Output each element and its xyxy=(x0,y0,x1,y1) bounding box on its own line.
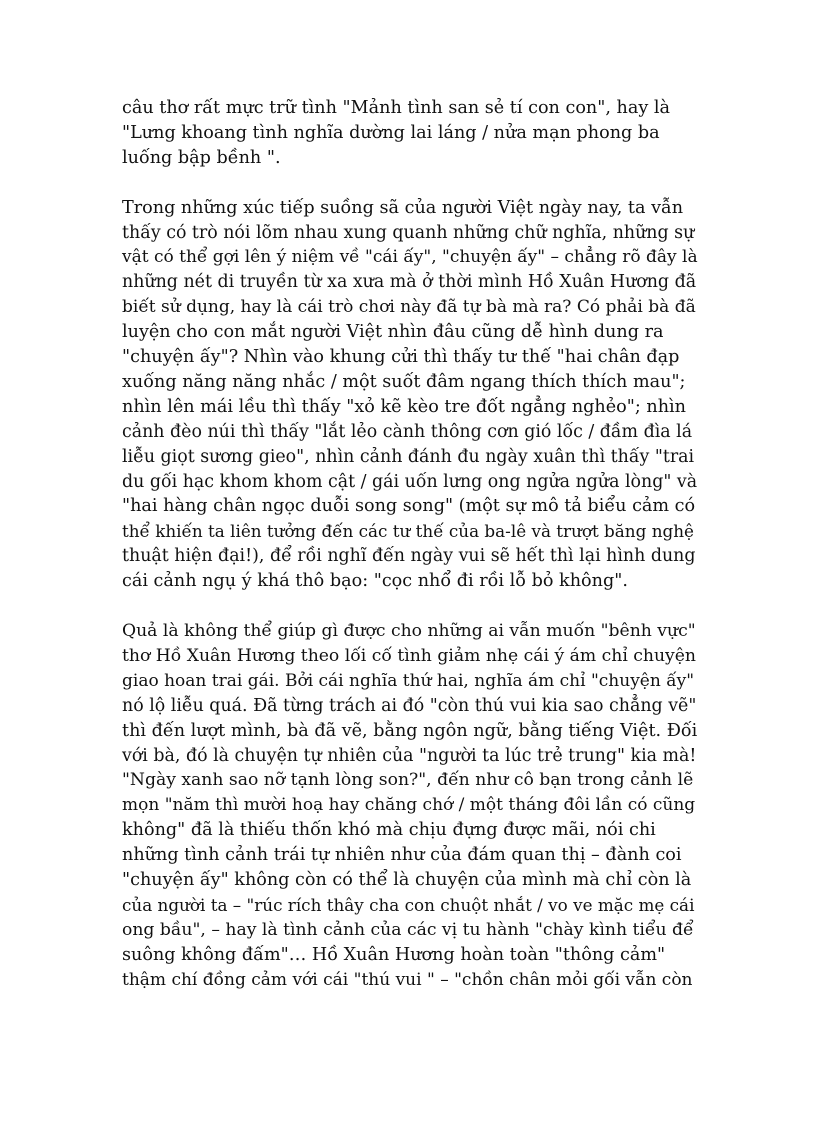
text-line: luyện cho con mắt người Việt nhìn đâu cũng dễ hình dung ra xyxy=(122,322,664,343)
text-line: của người ta – "rúc rích thây cha con chuột nhắt / vo ve mặc mẹ cái xyxy=(122,894,695,915)
text-line: "hai hàng chân ngọc duỗi song song" (một sự mô tả biểu cảm có xyxy=(122,496,696,517)
text-line: không" đã là thiếu thốn khó mà chịu đựng được mãi, nói chi xyxy=(122,820,656,841)
text-line: "Ngày xanh sao nỡ tạnh lòng son?", đến như cô bạn trong cảnh lẽ xyxy=(122,770,694,791)
paragraph-spacer xyxy=(122,594,698,619)
text-line: vật có thể gợi lên ý niệm về "cái ấy", "chuyện ấy" – chẳng rõ đây là xyxy=(122,247,698,268)
text-line: những nét di truyền từ xa xưa mà ở thời mình Hồ Xuân Hương đã xyxy=(122,272,697,293)
text-line: câu thơ rất mực trữ tình "Mảnh tình san sẻ tí con con", hay là xyxy=(122,98,670,118)
text-line: biết sử dụng, hay là cái trò chơi này đã tự bà mà ra? Có phải bà đã xyxy=(122,297,696,318)
text-line: "chuyện ấy" không còn có thể là chuyện của mình mà chỉ còn là xyxy=(122,870,692,891)
text-line: nhìn lên mái lều thì thấy "xỏ kẽ kèo tre đốt ngẳng nghẻo"; nhìn xyxy=(122,396,687,417)
text-line: giao hoan trai gái. Bởi cái nghĩa thứ hai, nghĩa ám chỉ "chuyện ấy" xyxy=(122,670,695,691)
text-line: thuật hiện đại!), để rồi nghĩ đến ngày vui sẽ hết thì lại hình dung xyxy=(122,546,696,567)
text-line: "Lưng khoang tình nghĩa dường lai láng / nửa mạn phong ba xyxy=(122,122,660,143)
text-line: thấy có trò nói lõm nhau xung quanh những chữ nghĩa, những sự xyxy=(122,222,695,243)
text-line: thì đến lượt mình, bà đã vẽ, bằng ngôn ngữ, bằng tiếng Việt. Đối xyxy=(122,720,698,741)
text-line: những tình cảnh trái tự nhiên như của đám quan thị – đành coi xyxy=(122,845,682,866)
text-line: ong bầu", – hay là tình cảnh của các vị tu hành "chày kình tiểu để xyxy=(122,919,694,940)
text-line: xuống năng năng nhắc / một suốt đâm ngang thích thích mau"; xyxy=(122,371,686,392)
text-line: cái cảnh ngụ ý khá thô bạo: "cọc nhổ đi rồi lỗ bỏ không". xyxy=(122,571,628,592)
text-line: cảnh đèo núi thì thấy "lắt lẻo cành thông cơn gió lốc / đầm đìa lá xyxy=(122,421,693,442)
document-page xyxy=(122,96,698,993)
text-line: suông không đấm"… Hồ Xuân Hương hoàn toàn "thông cảm" xyxy=(122,944,666,965)
paragraph xyxy=(122,619,698,993)
text-line: Trong những xúc tiếp suồng sã của người Việt ngày nay, ta vẫn xyxy=(122,197,684,218)
text-line: mọn "năm thì mười hoạ hay chăng chớ / một tháng đôi lần có cũng xyxy=(122,795,696,816)
text-line: luống bập bềnh ". xyxy=(122,147,281,168)
text-line: "chuyện ấy"? Nhìn vào khung cửi thì thấy tư thế "hai chân đạp xyxy=(122,347,680,368)
text-line: liễu giọt sương gieo", nhìn cảnh đánh đu ngày xuân thì thấy "trai xyxy=(122,446,695,467)
text-line: thậm chí đồng cảm với cái "thú vui " – "chồn chân mỏi gối vẫn còn xyxy=(122,969,693,990)
text-line: nó lộ liễu quá. Đã từng trách ai đó "còn thú vui kia sao chẳng vẽ" xyxy=(122,695,697,716)
text-line: thể khiến ta liên tưởng đến các tư thế của ba-lê và trượt băng nghệ xyxy=(122,521,694,542)
text-line: thơ Hồ Xuân Hương theo lối cố tình giảm nhẹ cái ý ám chỉ chuyện xyxy=(122,645,696,666)
paragraph-spacer xyxy=(122,171,698,196)
text-line: với bà, đó là chuyện tự nhiên của "người ta lúc trẻ trung" kia mà! xyxy=(122,745,697,766)
paragraph xyxy=(122,96,698,171)
text-line: Quả là không thể giúp gì được cho những ai vẫn muốn "bênh vực" xyxy=(122,621,696,641)
paragraph xyxy=(122,196,698,595)
text-line: du gối hạc khom khom cật / gái uốn lưng ong ngửa ngửa lòng" và xyxy=(122,471,698,492)
